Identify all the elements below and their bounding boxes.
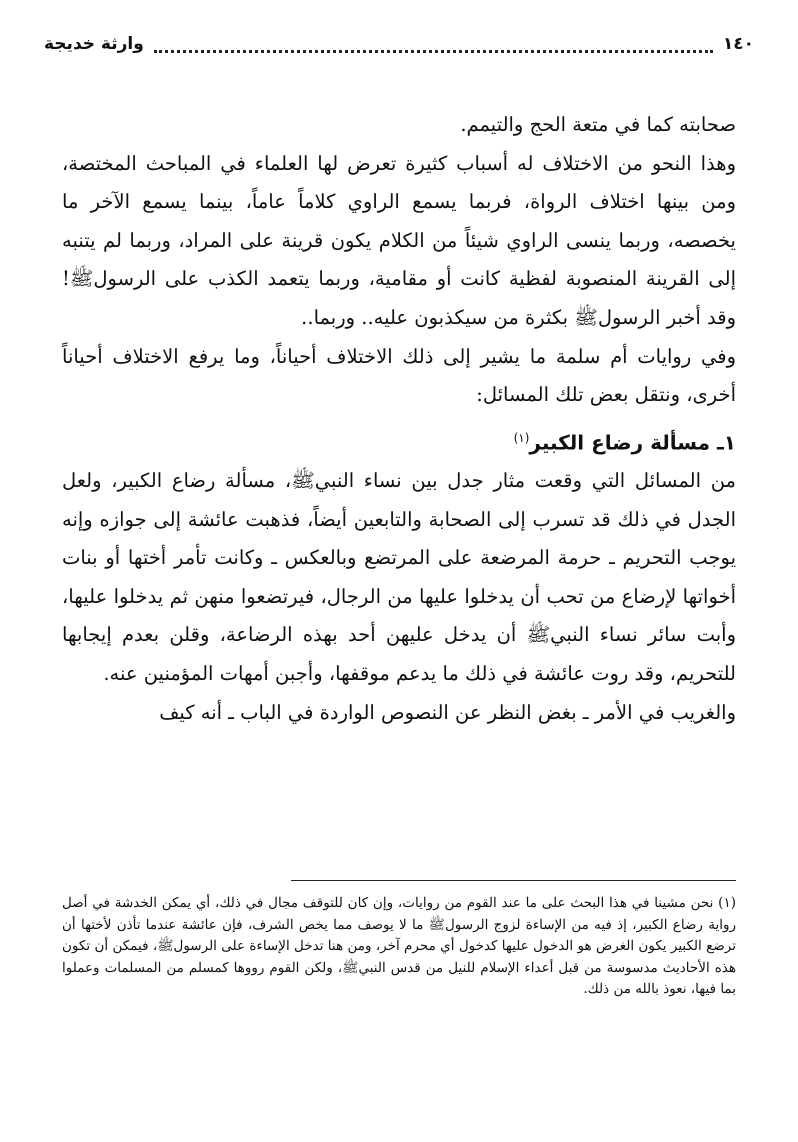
paragraph-4: من المسائل التي وقعت مثار جدل بين نساء النبيﷺ، مسألة رضاع الكبير، ولعل الجدل في ذلك قد تسرب إلى الصحابة والتابعين أيضاً، فذهبت عائشة إلى جوازه وإنه يوجب التحريم ـ حرمة المرضعة على المرتضع وبالعكس ـ وكانت تأمر أختها أو بنات أخواتها لإرضاع من تحب أن يدخلوا عليها من الرجال، فيرتضعوا منهن ثم يدخلوا عليها، وأبت سائر نساء النبيﷺ أن يدخل عليهن أحد بهذه الرضاعة، وقلن بعدم إيجابها للتحريم، وقد روت عائشة في ذلك ما يدعم موقفها، وأجبن أمهات المؤمنين عنه. <box>62 469 736 685</box>
paragraph-2: وهذا النحو من الاختلاف له أسباب كثيرة تعرض لها العلماء في المباحث المختصة، ومن بينها اختلاف الرواة، فربما يسمع الراوي كلاماً عاماً، بينما يسمع الآخر ما يخصصه، وربما ينسى الراوي شيئاً من الكلام يكون قرينة على المراد، وربما لم يتنبه إلى القرينة المنصوبة لفظية كانت أو مقامية، وربما يتعمد الكذب على الرسولﷺ! وقد أخبر الرسولﷺ بكثرة من سيكذبون عليه.. وربما.. <box>62 151 736 329</box>
section-heading <box>62 419 736 462</box>
running-title: وارثة خديجة <box>44 34 144 54</box>
header-dotted-leader <box>154 40 713 53</box>
section-heading-text: ١ـ مسألة رضاع الكبير <box>529 430 736 455</box>
footnote <box>62 893 736 1001</box>
main-text <box>62 106 736 732</box>
page-header <box>44 30 754 58</box>
paragraph-1: صحابته كما في متعة الحج والتيمم. <box>460 113 736 136</box>
footnote-marker: (١) <box>513 430 530 445</box>
paragraph-3: وفي روايات أم سلمة ما يشير إلى ذلك الاختلاف أحياناً، وما يرفع الاختلاف أحياناً أخرى، ونتقل بعض تلك المسائل: <box>62 344 736 407</box>
footnote-separator <box>291 880 736 881</box>
paragraph-5: والغريب في الأمر ـ بغض النظر عن النصوص الواردة في الباب ـ أنه كيف <box>159 700 736 724</box>
footnote-text: (١) نحن مشينا في هذا البحث على ما عند القوم من روايات، وإن كان للتوقف مجال في ذلك، أي يمكن الخدشة في أصل رواية رضاع الكبير، إذ فيه من الإساءة لزوج الرسولﷺ ما لا يوصف مما يخص الشرف، فإن عائشة عندما تأذن لأختها أن ترضع الكبير يكون الغرض هو الدخول عليها كدخول أي محرم آخر، ومن هنا تدخل الإساءة على الرسولﷺ، فيمكن أن تكون هذه الأحاديث مدسوسة من قبل أعداء الإسلام للنيل من قدس النبيﷺ، ولكن القوم رووها كمسلم من المسلمات وعملوا بما فيها، نعوذ بالله من ذلك. <box>62 895 736 997</box>
page-number: ١٤٠ <box>722 34 754 54</box>
